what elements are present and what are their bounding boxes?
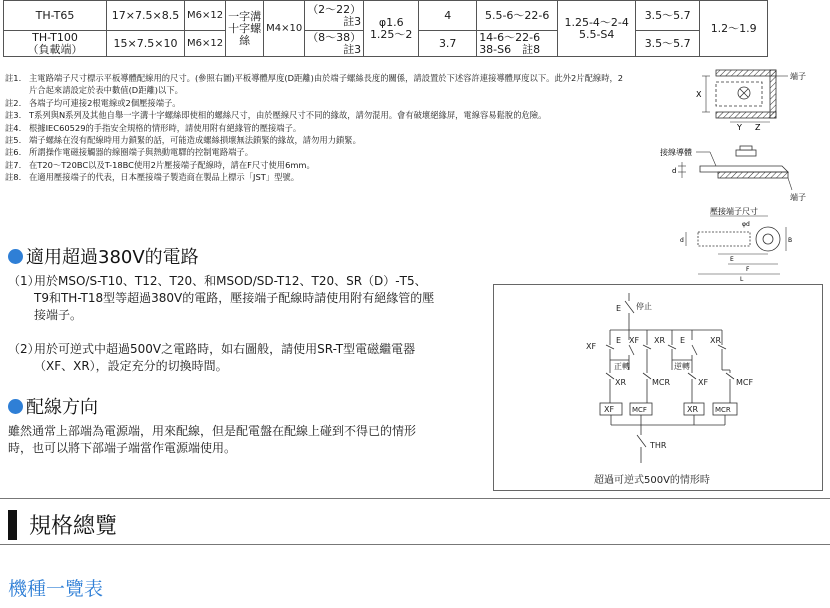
- rev-label: 逆轉: [674, 362, 690, 371]
- n-cell: 3.7: [419, 31, 477, 57]
- fwd-label: 正轉: [614, 362, 630, 371]
- coil-mcf-label: MCF: [632, 406, 647, 414]
- coil-xf-label: XF: [604, 405, 615, 414]
- conductor-label: 接線導體: [660, 148, 692, 157]
- model-name: TH-T100: [32, 30, 78, 44]
- label-f: F: [746, 266, 750, 273]
- model-list-title: 機種一覽表: [8, 578, 104, 600]
- screw-type-line: 一字溝: [228, 9, 262, 23]
- note-text: 主電路端子尺寸標示平板導體配線用的尺寸。(參照右圖)平板導體厚度(D距離)由於端子螺絲長度的關係，請設置於下述容許連接導體厚度以下。此外2片配線時，2片合起來請設定於表中數值(D距離)以下。: [29, 73, 624, 96]
- wire-range: （8〜38）: [307, 30, 362, 44]
- note-item: [5, 134, 645, 146]
- item-number: （2）: [8, 342, 40, 356]
- note-number: 註7.: [5, 159, 22, 170]
- list-item: [8, 273, 488, 324]
- note-item: [5, 72, 645, 97]
- note-text: 在適用壓接端子的代表，日本壓接端子製造商在製品上標示「JST」型號。: [29, 172, 299, 183]
- note-item: [5, 159, 645, 171]
- body-line: 時，也可以將下部端子端當作電源端使用。: [8, 441, 237, 455]
- term-value: 38-S6 註8: [479, 42, 541, 56]
- section2-body: [8, 423, 488, 457]
- label-l: L: [740, 276, 744, 282]
- term-cell: [477, 31, 558, 57]
- item-text: [34, 273, 434, 324]
- label-x: X: [696, 90, 702, 99]
- note-number: 註8.: [5, 172, 22, 183]
- xf2-label: XF: [629, 336, 640, 345]
- circuit-caption: 超過可逆式500V的情形時: [594, 475, 710, 486]
- terminal-label-2: 端子: [790, 193, 806, 202]
- label-d: d: [672, 167, 677, 175]
- note-number: 註2.: [5, 97, 22, 108]
- bullet-icon: [8, 399, 23, 414]
- crimp-terminal-size: [680, 206, 792, 282]
- size-cell: 17×7.5×8.5: [107, 1, 185, 31]
- divider: [0, 544, 830, 545]
- section-title-text: 配線方向: [26, 397, 98, 418]
- label-z: Z: [755, 123, 761, 132]
- terminal-label: 端子: [790, 72, 806, 81]
- label-b: B: [788, 237, 793, 244]
- coil-xr-label: XR: [687, 405, 699, 414]
- note-number: 註6.: [5, 147, 22, 158]
- label-od: φd: [742, 221, 750, 228]
- divider: [0, 498, 830, 499]
- torque-cell: 3.5〜5.7: [636, 31, 700, 57]
- dia-cell: [364, 1, 419, 57]
- note-text: 根據IEC60529的手指安全規格的情形時，請使用附有絕緣管的壓接端子。: [29, 122, 302, 133]
- stop-label: 停止: [636, 302, 652, 311]
- item-number: （1）: [8, 274, 40, 288]
- terminal-diagram: [660, 62, 825, 282]
- nc-xf-label: XF: [698, 378, 709, 387]
- model-cell: TH-T65: [4, 1, 107, 31]
- note-item: [5, 122, 645, 134]
- item-line: 接端子。: [34, 308, 83, 322]
- screw-type-line: 絲: [239, 33, 251, 47]
- terminal-top-view: [696, 70, 806, 132]
- nc-mcr-label: MCR: [652, 378, 671, 387]
- crimp-value: 1.25-4〜2-4: [564, 15, 629, 29]
- screw-type-cell: [226, 1, 264, 57]
- model-sub: （負載端）: [27, 42, 83, 56]
- xf-label: XF: [586, 342, 597, 351]
- note-number: 註3.: [5, 110, 22, 121]
- note-ref: 註3: [343, 14, 362, 28]
- wire-range: （2〜22）: [307, 2, 362, 16]
- section-title-text: 適用超過380V的電路: [26, 247, 199, 268]
- label-y: Y: [737, 123, 742, 132]
- table-row: [4, 1, 768, 31]
- nc-xr-label: XR: [615, 378, 627, 387]
- spec-table: [3, 0, 768, 57]
- e-right-label: E: [680, 336, 686, 345]
- thr-label: THR: [650, 441, 667, 450]
- torque2-cell: 1.2〜1.9: [700, 1, 768, 57]
- m-cell: M4×10: [264, 1, 305, 57]
- title-bar: [8, 510, 17, 540]
- stop-e-label: E: [616, 304, 622, 313]
- item-line: 用於MSO/S-T10、T12、T20、和MSOD/SD-T12、T20、SR（D）-T5、: [34, 274, 427, 288]
- wire-range-cell: [305, 31, 364, 57]
- item-text: [34, 341, 415, 375]
- term-value: 14-6〜22-6: [479, 30, 541, 44]
- coil-mcr-label: MCR: [715, 406, 731, 414]
- note-number: 註5.: [5, 135, 22, 146]
- item-line: T9和TH-T18型等超過380V的電路，壓接端子配線時請使用附有絕緣管的壓: [34, 291, 435, 305]
- circuit-diagram-box: [493, 284, 823, 491]
- body-line: 雖然通常上部端為電源端，用來配線，但是配電盤在配線上碰到不得已的情形: [8, 424, 417, 438]
- label-e: E: [730, 256, 734, 263]
- item-line: （XF、XR），設定充分的切換時間。: [34, 359, 228, 373]
- note-text: 在T20〜T20BC以及T-18BC使用2片壓接端子配線時，請在F尺寸使用6mm。: [29, 159, 315, 170]
- wire-range-cell: [305, 1, 364, 31]
- page-title: [8, 509, 117, 540]
- xr2-label: XR: [710, 336, 722, 345]
- size-cell: 15×7.5×10: [107, 31, 185, 57]
- note-text: 各端子均可連接2根電線或2個壓接端子。: [29, 97, 181, 108]
- note-item: [5, 146, 645, 158]
- note-ref: 註3: [343, 42, 362, 56]
- model-cell: [4, 31, 107, 57]
- term-cell: 5.5-6〜22-6: [477, 1, 558, 31]
- note-item: [5, 171, 645, 183]
- crimp-size-title: 壓接端子尺寸: [710, 207, 758, 216]
- note-text: 所謂操作電磁接觸器的線圈端子與熱動電驛的控制電路端子。: [29, 147, 254, 158]
- note-number: 註4.: [5, 122, 22, 133]
- section1-body: [8, 273, 488, 375]
- dia-value: φ1.6: [378, 15, 404, 29]
- screw-cell: M6×12: [185, 31, 226, 57]
- screw-type-line: 十字螺: [228, 21, 262, 35]
- screw-cell: M6×12: [185, 1, 226, 31]
- note-item: [5, 97, 645, 109]
- page-title-text: 規格總覽: [29, 514, 118, 539]
- notes-list: [5, 72, 645, 184]
- crimp-cell: [558, 1, 636, 57]
- section-title-380v: [8, 243, 199, 269]
- dia-value: 1.25〜2: [369, 27, 413, 41]
- note-text: 端子螺絲在沒有配線時用力鎖緊的話，可能造成螺絲損壞無法鎖緊的緣故，請勿用力鎖緊。: [29, 135, 361, 146]
- section-title-wiring: [8, 393, 98, 419]
- n-cell: 4: [419, 1, 477, 31]
- terminal-side-view: [660, 146, 806, 202]
- nc-mcf-label: MCF: [736, 378, 754, 387]
- reversing-circuit-diagram: [494, 285, 822, 490]
- list-item: [8, 341, 488, 375]
- e-left-label: E: [616, 336, 622, 345]
- label-phi-d: d: [680, 237, 684, 244]
- item-line: 用於可逆式中超過500V之電路時，如右圖般，請使用SR-T型電磁繼電器: [34, 342, 416, 356]
- torque-cell: 3.5〜5.7: [636, 1, 700, 31]
- note-number: 註1.: [5, 73, 22, 83]
- note-text: T系列與N系列及其他自舉一字溝十字螺絲即使相的螺絲尺寸，由於壓線尺寸不同的緣故，請勿混用。會有破壞絕緣屏，電線容易鬆脫的危險。: [29, 110, 547, 121]
- note-item: [5, 109, 645, 121]
- crimp-value: 5.5-S4: [578, 27, 615, 41]
- xr-label: XR: [654, 336, 666, 345]
- bullet-icon: [8, 249, 23, 264]
